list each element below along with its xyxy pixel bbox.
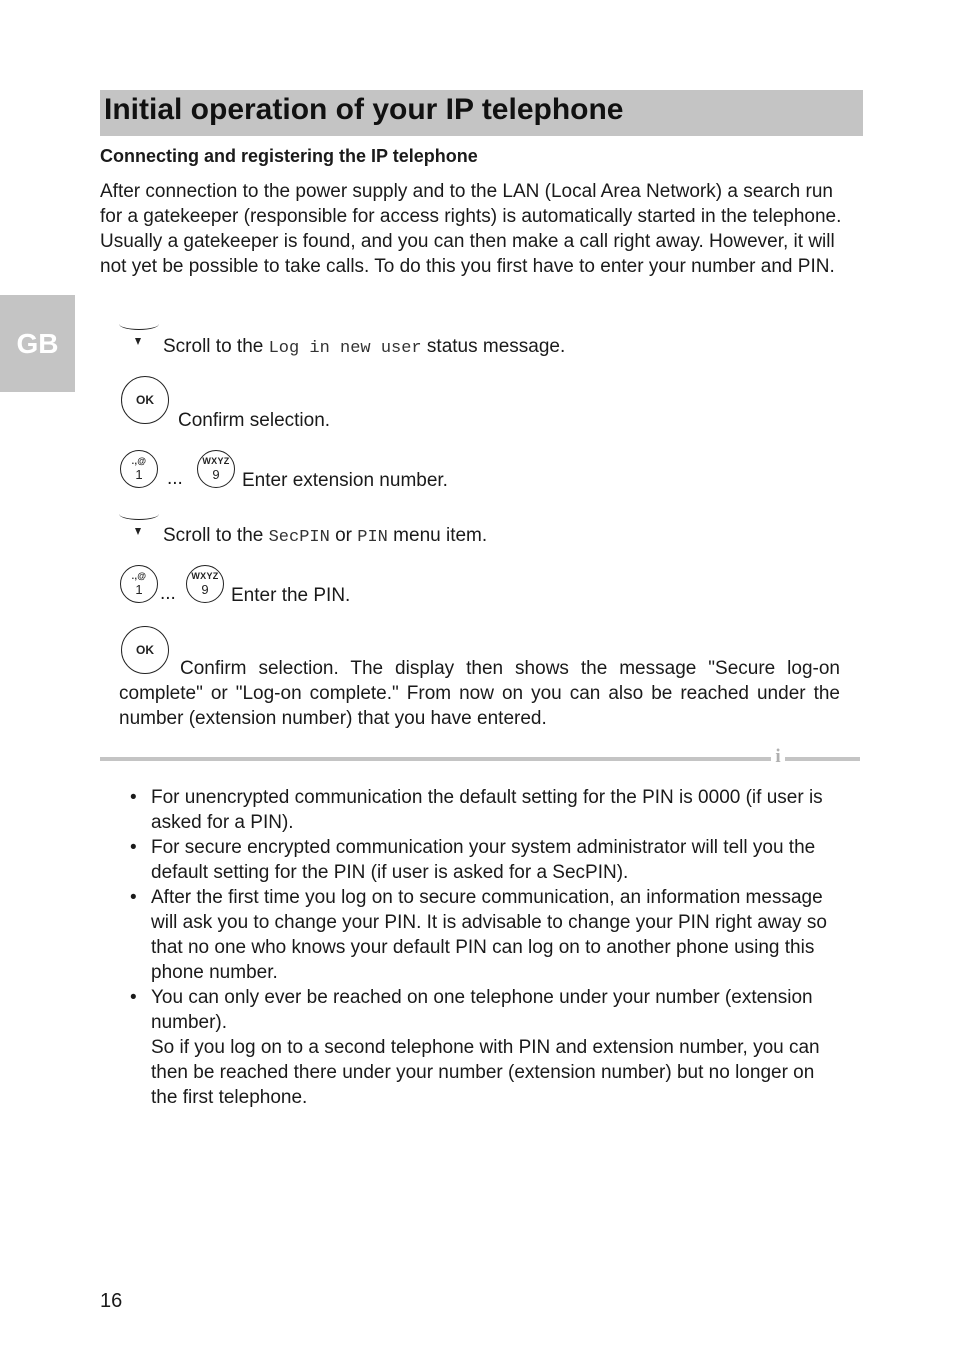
ok-key-label: OK bbox=[136, 643, 154, 657]
step1-text-before: Scroll to the bbox=[163, 336, 269, 357]
bullet: • bbox=[130, 837, 137, 858]
info-divider bbox=[100, 757, 860, 761]
key-1-icon bbox=[120, 450, 158, 488]
info-icon: i bbox=[771, 747, 785, 767]
page-title: Initial operation of your IP telephone bbox=[104, 93, 624, 126]
step-enter-extension: Enter extension number. bbox=[242, 470, 448, 491]
key-1-symbols: .,@ bbox=[131, 456, 147, 466]
list-item bbox=[130, 835, 830, 885]
key-1-digit: 1 bbox=[135, 582, 143, 597]
note-text: After the first time you log on to secure communication, an information message will ask you to change your PIN. It is advisable to change your PIN right away so that no one who knows your default PIN can log on to another phone using this phone number. bbox=[151, 887, 827, 983]
list-item bbox=[130, 785, 830, 835]
key-9-symbols: WXYZ bbox=[202, 456, 230, 466]
step4-text-middle: or bbox=[329, 525, 358, 546]
key-range-ellipsis: ... bbox=[167, 468, 183, 489]
key-range-ellipsis: ... bbox=[160, 583, 176, 604]
language-tab: GB bbox=[0, 295, 75, 392]
ok-key-icon bbox=[121, 376, 169, 424]
list-item bbox=[130, 985, 830, 1110]
note-text-continuation: So if you log on to a second telephone with PIN and extension number, you can then be reached there under your number (extension number) but no longer on the first telephone. bbox=[151, 1037, 820, 1108]
step4-text-after: menu item. bbox=[387, 525, 488, 546]
step-enter-pin: Enter the PIN. bbox=[231, 585, 351, 606]
step-confirm-selection: Confirm selection. bbox=[178, 410, 331, 431]
step1-text-after: status message. bbox=[421, 336, 566, 357]
menu-item-secpin-code: SecPIN bbox=[268, 528, 330, 547]
key-9-digit: 9 bbox=[201, 582, 209, 597]
info-notes-list bbox=[130, 785, 830, 1110]
bullet: • bbox=[130, 787, 137, 808]
intro-paragraph: After connection to the power supply and to the LAN (Local Area Network) a search run for a gatekeeper (responsible for access rights) is automatically started in the telephone. Usually a gatekeeper is found, and you can then make a call right away. However, it will not yet be possible to take calls. To do this you first have to enter your number and PIN. bbox=[100, 181, 842, 277]
menu-item-pin-code: PIN bbox=[357, 528, 388, 547]
step-confirm-final: Confirm selection. The display then shows the message "Secure log-on complete" or "Log-on complete." From now on you can also be reached under the number (extension number) that you have entered. bbox=[119, 658, 840, 729]
title-bar bbox=[100, 90, 863, 136]
step-scroll-secpin bbox=[163, 523, 487, 550]
section-heading: Connecting and registering the IP telephone bbox=[100, 146, 478, 166]
page-number: 16 bbox=[100, 1290, 123, 1312]
key-9-icon bbox=[197, 450, 235, 488]
key-1-icon bbox=[120, 565, 158, 603]
note-text: For unencrypted communication the default setting for the PIN is 0000 (if user is asked for a PIN). bbox=[151, 787, 823, 833]
note-text: You can only ever be reached on one telephone under your number (extension number). bbox=[151, 987, 813, 1033]
key-9-digit: 9 bbox=[212, 467, 220, 482]
step4-text-before: Scroll to the bbox=[163, 525, 269, 546]
step-scroll-log-in bbox=[163, 334, 565, 361]
key-9-symbols: WXYZ bbox=[191, 571, 219, 581]
ok-key-label: OK bbox=[136, 393, 154, 407]
list-item bbox=[130, 885, 830, 985]
key-9-icon bbox=[186, 565, 224, 603]
status-message-code: Log in new user bbox=[268, 339, 422, 358]
bullet: • bbox=[130, 987, 137, 1008]
note-text: For secure encrypted communication your system administrator will tell you the default setting for the PIN (if user is asked for a SecPIN). bbox=[151, 837, 816, 883]
bullet: • bbox=[130, 887, 137, 908]
key-1-symbols: .,@ bbox=[131, 571, 147, 581]
key-1-digit: 1 bbox=[135, 467, 143, 482]
